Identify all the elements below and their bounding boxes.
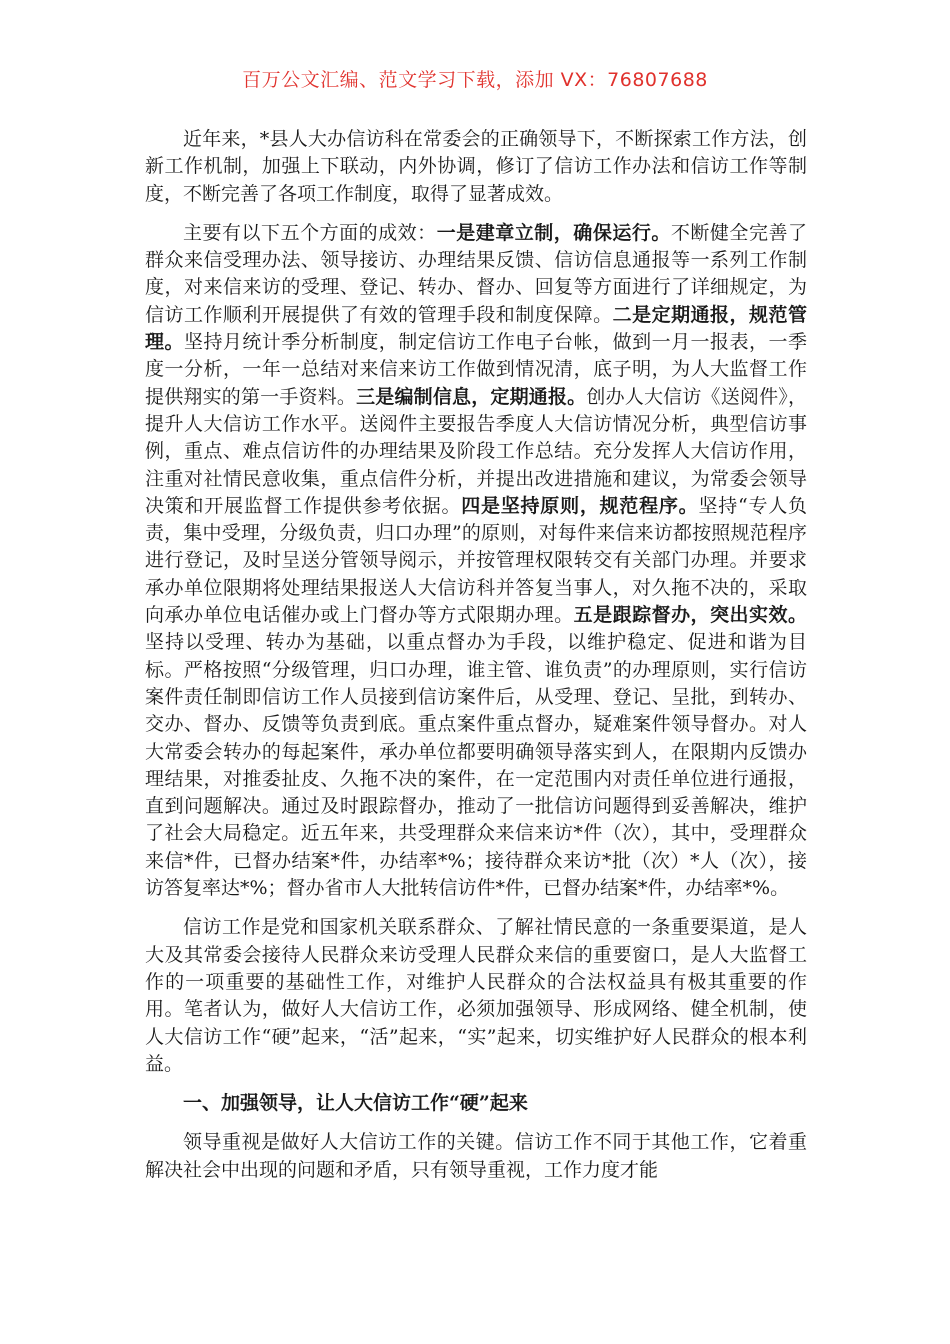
point3-body: 创办人大信访《送阅件》，提升人大信访工作水平。送阅件主要报告季度人大信访情况分析，典型信访事例，重点、难点信访件的办理结果及阶段工作总结。充分发挥人大信访作用，注重对社情民意收集，重点信件分析，并提出改进措施和建议，为常委会领导决策和开展监督工作提供参考依据。 bbox=[145, 385, 807, 517]
document-body bbox=[145, 126, 807, 1196]
paragraph-significance: 信访工作是党和国家机关联系群众、了解社情民意的一条重要渠道，是人大及其常委会接待人民群众来访受理人民群众来信的重要窗口，是人大监督工作的一项重要的基础性工作，对维护人民群众的合法权益具有极其重要的作用。笔者认为，做好人大信访工作，必须加强领导、形成网络、健全机制，使人大信访工作“硬”起来，“活”起来，“实”起来，切实维护好人民群众的根本利益。 bbox=[145, 916, 807, 1075]
section-heading-1: 一、加强领导，让人大信访工作“硬”起来 bbox=[183, 1092, 528, 1115]
point2-title: 二是定期通报，规范管理。 bbox=[145, 303, 807, 354]
point4-body: 坚持“专人负责，集中受理，分级负责，归口办理”的原则，对每件来信来访都按照规范程序进行登记，及时呈送分管领导阅示，并按管理权限转交有关部门办理。并要求承办单位限期将处理结果报送人大信访科并答复当事人，对久拖不决的，采取向承办单位电话催办或上门督办等方式限期办理。 bbox=[145, 494, 807, 627]
paragraph-achievements bbox=[145, 220, 807, 902]
point5-body: 坚持以受理、转办为基础，以重点督办为手段，以维护稳定、促进和谐为目标。严格按照“分级管理，归口办理，谁主管、谁负责”的办理原则，实行信访案件责任制即信访工作人员接到信访案件后，从受理、登记、呈批，到转办、交办、督办、反馈等负责到底。重点案件重点督办，疑难案件领导督办。对人大常委会转办的每起案件，承办单位都要明确领导落实到人，在限期内反馈办理结果，对推委扯皮、久拖不决的案件，在一定范围内对责任单位进行通报，直到问题解决。通过及时跟踪督办，推动了一批信访问题得到妥善解决，维护了社会大局稳定。近五年来，共受理群众来信来访*件（次），其中，受理群众来信*件，已督办结案*件，办结率*%；接待群众来访*批（次）*人（次），接访答复率达*%；督办省市人大批转信访件*件，已督办结案*件，办结率*%。 bbox=[145, 631, 807, 900]
promo-banner: 百万公文汇编、范文学习下载，添加 VX：76807688 bbox=[242, 69, 708, 91]
point4-title: 四是坚持原则，规范程序。 bbox=[461, 494, 699, 517]
paragraph-intro: 近年来，*县人大办信访科在常委会的正确领导下，不断探索工作方法，创新工作机制，加强上下联动，内外协调，修订了信访工作办法和信访工作等制度，不断完善了各项工作制度，取得了显著成效。 bbox=[145, 128, 807, 205]
paragraph-leadership: 领导重视是做好人大信访工作的关键。信访工作不同于其他工作，它着重解决社会中出现的问题和矛盾，只有领导重视，工作力度才能 bbox=[145, 1131, 807, 1181]
achievements-intro: 主要有以下五个方面的成效： bbox=[183, 221, 437, 244]
point1-body: 不断健全完善了群众来信受理办法、领导接访、办理结果反馈、信访信息通报等一系列工作制度，对来信来访的受理、登记、转办、督办、回复等方面进行了详细规定，为信访工作顺利开展提供了有效的管理手段和制度保障。 bbox=[145, 221, 807, 326]
point3-title: 三是编制信息，定期通报。 bbox=[356, 385, 587, 408]
point1-title: 一是建章立制，确保运行。 bbox=[436, 221, 671, 244]
point2-body: 坚持月统计季分析制度，制定信访工作电子台帐，做到一月一报表，一季度一分析，一年一总结对来信来访工作做到情况清，底子明，为人大监督工作提供翔实的第一手资料。 bbox=[145, 331, 807, 408]
point5-title: 五是跟踪督办，突出实效。 bbox=[573, 604, 807, 627]
